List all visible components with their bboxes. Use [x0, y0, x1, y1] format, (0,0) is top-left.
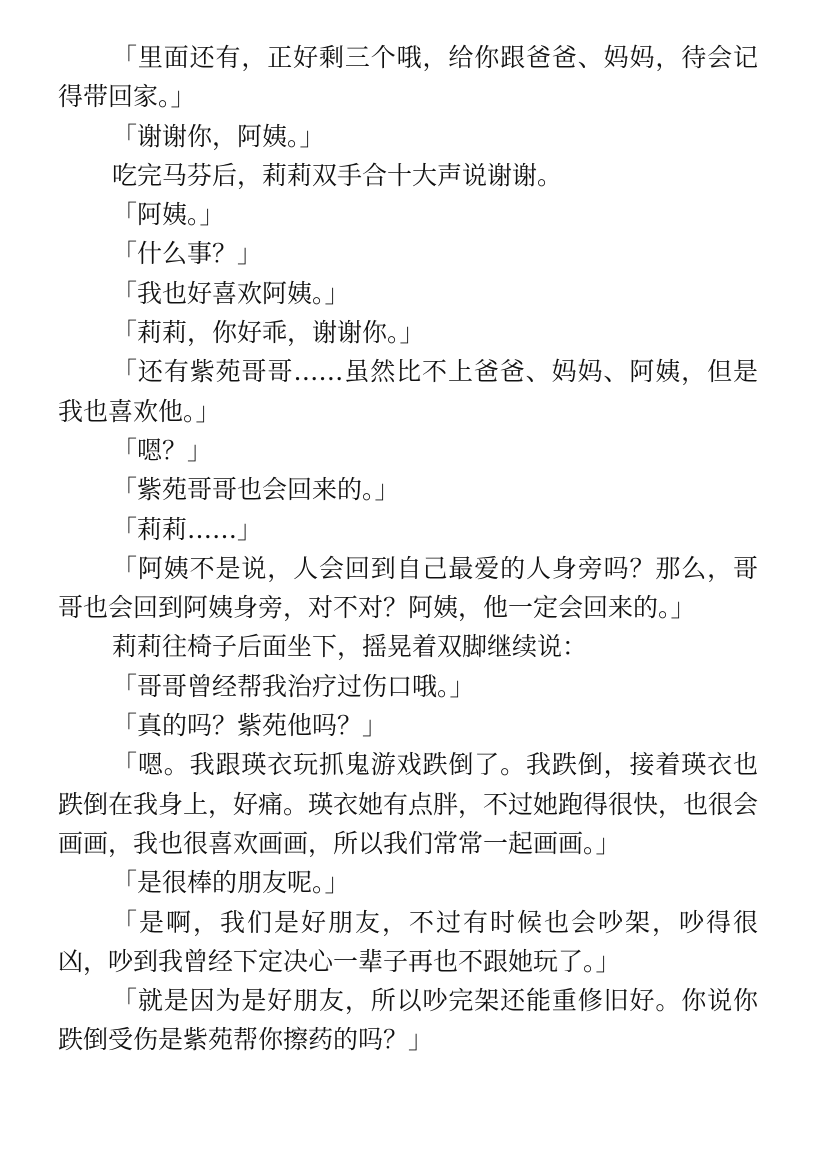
paragraph: 「紫苑哥哥也会回来的。」 [112, 475, 400, 505]
paragraph: 「谢谢你，阿姨。」 [112, 121, 325, 151]
paragraph: 「里面还有，正好剩三个哦，给你跟爸爸、妈妈，待会记得带回家。」 [58, 43, 758, 112]
paragraph: 「莉莉，你好乖，谢谢你。」 [112, 318, 425, 348]
paragraph: 「我也好喜欢阿姨。」 [112, 278, 350, 308]
paragraph: 「阿姨不是说，人会回到自己最爱的人身旁吗？那么，哥哥也会回到阿姨身旁，对不对？阿姨，他一定会回来的。」 [58, 553, 758, 623]
paragraph: 「哥哥曾经帮我治疗过伤口哦。」 [112, 671, 475, 701]
paragraph: 「嗯？」 [112, 435, 213, 465]
paragraph: 「阿姨。」 [112, 200, 225, 230]
paragraph: 吃完马芬后，莉莉双手合十大声说谢谢。 [112, 160, 563, 190]
paragraph: 「什么事？」 [112, 239, 263, 269]
paragraph: 「莉莉……」 [112, 514, 263, 544]
paragraph: 「是啊，我们是好朋友，不过有时候也会吵架，吵得很凶，吵到我曾经下定决心一辈子再也不跟她玩了。」 [58, 907, 758, 976]
paragraph: 莉莉往椅子后面坐下，摇晃着双脚继续说： [112, 632, 588, 662]
paragraph: 「真的吗？紫苑他吗？」 [112, 711, 388, 741]
body-text [58, 38, 758, 1060]
paragraph: 「还有紫苑哥哥……虽然比不上爸爸、妈妈、阿姨，但是我也喜欢他。」 [58, 357, 758, 426]
paragraph: 「就是因为是好朋友，所以吵完架还能重修旧好。你说你跌倒受伤是紫苑帮你擦药的吗？」 [58, 986, 758, 1055]
paragraph: 「嗯。我跟瑛衣玩抓鬼游戏跌倒了。我跌倒，接着瑛衣也跌倒在我身上，好痛。瑛衣她有点胖，不过她跑得很快，也很会画画，我也很喜欢画画，所以我们常常一起画画。」 [58, 750, 759, 858]
paragraph: 「是很棒的朋友呢。」 [112, 868, 350, 898]
